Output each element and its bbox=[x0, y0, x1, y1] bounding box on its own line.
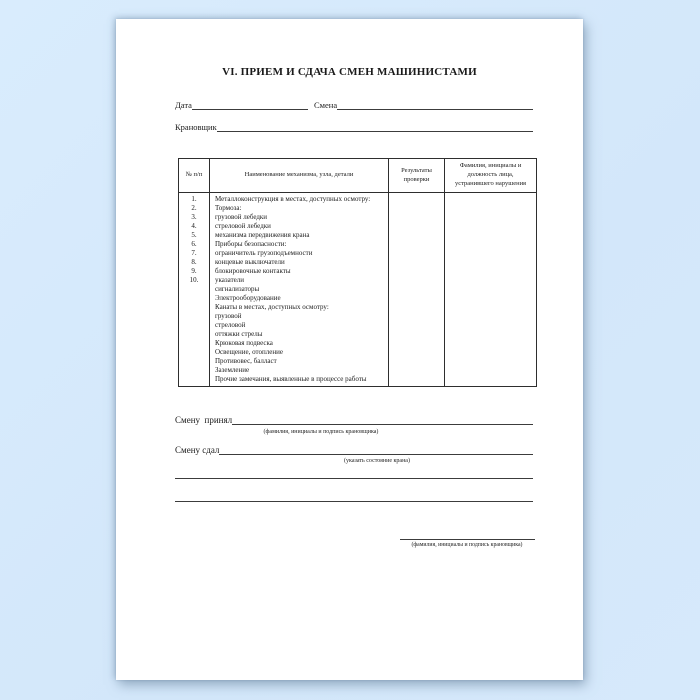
column-item-names bbox=[210, 193, 389, 386]
date-shift-row bbox=[175, 98, 533, 110]
row-text: Противовес, балласт bbox=[215, 357, 277, 365]
row-text: Электрооборудование bbox=[215, 294, 281, 302]
column-numbers bbox=[179, 193, 210, 386]
row-text: указатели bbox=[215, 276, 244, 284]
bottom-signature-caption: (фамилия, инициалы и подпись крановщика) bbox=[411, 542, 523, 548]
operator-row bbox=[175, 120, 533, 132]
row-text: механизма передвижения крана bbox=[215, 231, 310, 239]
row-text: Тормоза: bbox=[215, 204, 242, 212]
shift-accepted-label: Смену принял bbox=[175, 415, 233, 425]
row-number: 2. bbox=[191, 204, 197, 212]
row-text: Приборы безопасности: bbox=[215, 240, 287, 248]
date-label: Дата bbox=[175, 100, 192, 110]
column-fixer-name[interactable] bbox=[445, 193, 536, 386]
row-text: блокировочные контакты bbox=[215, 267, 291, 275]
row-text: Освещение, отопление bbox=[215, 348, 283, 356]
row-text: стреловой лебедки bbox=[215, 222, 271, 230]
shift-handed-caption: (указать состояние крана) bbox=[344, 458, 410, 464]
form-page bbox=[116, 19, 583, 680]
row-text: сигнализаторы bbox=[215, 285, 260, 293]
row-number: 4. bbox=[191, 222, 197, 230]
row-text: грузовой лебедки bbox=[215, 213, 268, 221]
row-number: 1. bbox=[191, 195, 197, 203]
row-text: Крюковая подвеска bbox=[215, 339, 273, 347]
shift-input-line[interactable] bbox=[337, 98, 533, 110]
operator-label: Крановщик bbox=[175, 122, 217, 132]
column-check-results[interactable] bbox=[389, 193, 445, 386]
row-number: 10. bbox=[189, 276, 199, 284]
row-number: 6. bbox=[191, 240, 197, 248]
shift-accepted-row bbox=[175, 413, 533, 425]
signature-line[interactable] bbox=[400, 539, 535, 540]
ruled-line[interactable] bbox=[175, 478, 533, 479]
row-text: Прочие замечания, выявленные в процессе работы bbox=[215, 375, 367, 383]
table-header-row bbox=[179, 159, 536, 193]
row-text: Канаты в местах, доступных осмотру: bbox=[215, 303, 329, 311]
header-name: Наименование механизма, узла, детали bbox=[210, 159, 389, 192]
page-title: VI. ПРИЕМ И СДАЧА СМЕН МАШИНИСТАМИ bbox=[222, 66, 477, 78]
row-number: 5. bbox=[191, 231, 197, 239]
row-text: грузовой bbox=[215, 312, 242, 320]
shift-accepted-line[interactable] bbox=[232, 413, 533, 425]
row-text: концевые выключатели bbox=[215, 258, 285, 266]
row-text: оттяжки стрелы bbox=[215, 330, 263, 338]
table-body bbox=[179, 193, 536, 386]
date-input-line[interactable] bbox=[192, 98, 308, 110]
operator-input-line[interactable] bbox=[217, 120, 533, 132]
header-fixer: Фамилия, инициалы и должность лица, устранившего нарушения bbox=[454, 162, 527, 187]
ruled-line[interactable] bbox=[175, 501, 533, 502]
row-number: 7. bbox=[191, 249, 197, 257]
shift-accepted-caption: (фамилия, инициалы и подпись крановщика) bbox=[263, 429, 379, 435]
row-text: ограничитель грузоподъемности bbox=[215, 249, 313, 257]
inspection-table bbox=[178, 158, 537, 387]
shift-label: Смена bbox=[313, 100, 338, 110]
shift-handed-row bbox=[175, 443, 533, 455]
row-text: стреловой bbox=[215, 321, 246, 329]
header-num: № п/п bbox=[179, 159, 210, 192]
row-text: Заземление bbox=[215, 366, 250, 374]
row-text: Металлоконструкция в местах, доступных осмотру: bbox=[215, 195, 371, 203]
shift-handed-label: Смену сдал bbox=[175, 445, 220, 455]
shift-handed-line[interactable] bbox=[219, 443, 533, 455]
row-number: 8. bbox=[191, 258, 197, 266]
header-results: Результаты проверки bbox=[389, 159, 445, 192]
row-number: 9. bbox=[191, 267, 197, 275]
row-number: 3. bbox=[191, 213, 197, 221]
